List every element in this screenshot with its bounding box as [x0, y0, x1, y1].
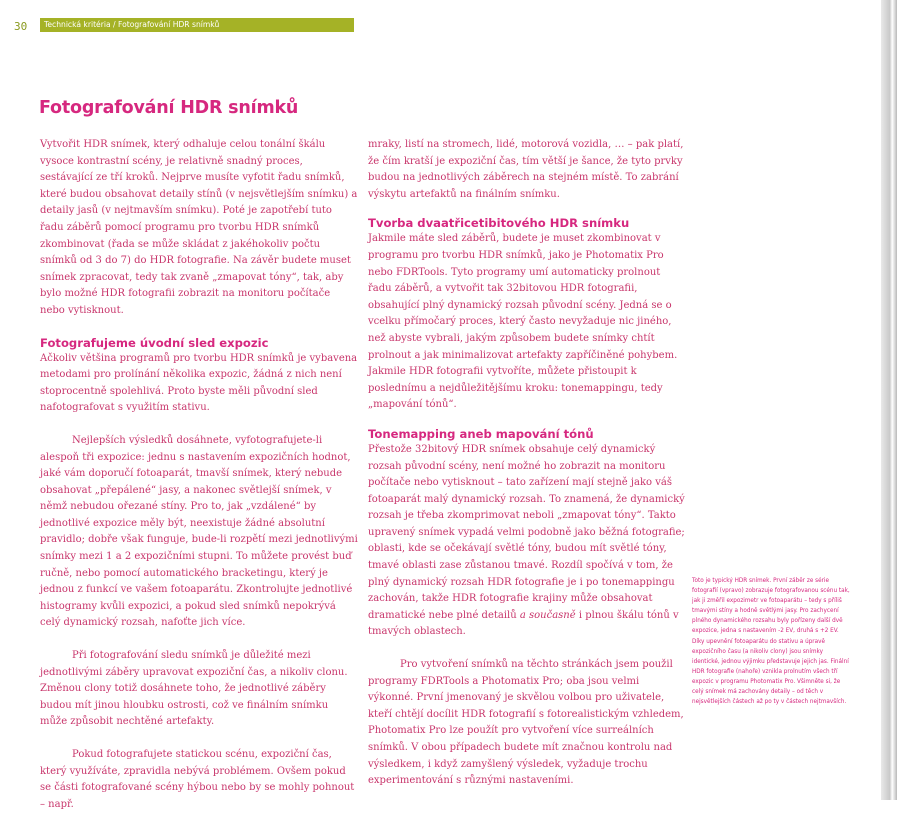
emphasis-text: a současně — [519, 609, 576, 621]
body-paragraph: Jakmile máte sled záběrů, budete je muset zkombinovat v programu pro tvorbu HDR snímků, jako je Photomatix Pro nebo FDRTools. Tyto programy umí automaticky prolnout řadu záběrů, a vytvořit tak 32bitovou HDR fotografii, obsahující plný dynamický rozsah původní scény. Jedná se o vcelku přímočarý proces, který často nevyžaduje nic jiného, než abyste vybrali, jakým způsobem budete snímky chtít prolnout a jak minimalizovat artefakty zapříčiněné pohybem. Jakmile HDR fotografii vytvoříte, můžete přistoupit k poslednímu a nejdůležitějšímu kroku: tonemappingu, tedy „mapování tónů“. — [368, 233, 678, 411]
section-heading-32bit-hdr: Tvorba dvaatřicetibitového HDR snímku — [368, 216, 630, 231]
text-run: Přestože 32bitový HDR snímek obsahuje celý dynamický rozsah původní scény, není možné ho zobrazit na monitoru počítače nebo vytisknout – tato zařízení mají stejně jako váš fotoaparát malý dynamický rozsah. To znamená, že dynamický rozsah je třeba zkomprimovat neboli „zmapovat tóny“. Takto upravený snímek vypadá velmi podobně jako běžná fotografie; oblasti, kde se očekávají světlé tóny, budou mít světlé tóny, tmavé oblasti zase zůstanou tmavé. Rozdíl spočívá v tom, že plný dynamický rozsah HDR fotografie je i po tonemappingu zachován, takže HDR fotografie krajiny může obsahovat dramatické nebe plné detailů — [368, 443, 685, 621]
body-paragraph: Nejlepších výsledků dosáhnete, vyfotografujete-li alespoň tři expozice: jednu s nastavením expozičních hodnot, jaké vám doporučí fotoaparát, tmavší snímek, který nebude obsahovat „přepálené“ jasy, a nakonec světlejší snímek, v němž nebudou ořezané stíny. Pro to, jak „vzdálené“ by jednotlivé expozice měly být, neexistuje žádné absolutní pravidlo; dobře však funguje, bude-li rozpětí mezi jednotlivými snímky mezi 1 a 2 expozičními stupni. To můžete provést buď ručně, nebo pomocí automatického bracketingu, který je jednou z funkcí ve vašem fotoaparátu. Zkontrolujte jednotlivé histogramy kvůli expozici, a pokud sled snímků nepokrývá celý dynamický rozsah, nafoťte jich více. — [40, 434, 358, 629]
body-paragraph — [368, 442, 686, 641]
body-paragraph: Ačkoliv většina programů pro tvorbu HDR snímků je vybavena metodami pro prolínání několika expozic, žádná z nich není stoprocentně spolehlivá. Proto byste měli původní sled nafotografovat s využitím stativu. — [40, 352, 358, 414]
article-title: Fotografování HDR snímků — [39, 98, 299, 118]
section-heading-tonemapping: Tonemapping aneb mapování tónů — [368, 426, 594, 441]
body-paragraph: Při fotografování sledu snímků je důležité mezi jednotlivými záběry upravovat expoziční čas, a nikoliv clonu. Změnou clony totiž dosáhnete toho, že jednotlivé záběry budou mít jinou hloubku ostrosti, což ve finálním snímku může způsobit nechtěné artefakty. — [40, 650, 348, 728]
section-heading-exposures: Fotografujeme úvodní sled expozic — [40, 335, 269, 350]
section-breadcrumb: Technická kritéria / Fotografování HDR snímků — [40, 18, 354, 32]
page-number: 30 — [14, 20, 28, 33]
page-edge-shadow — [881, 0, 897, 800]
body-paragraph: Pro vytvoření snímků na těchto stránkách jsem použil programy FDRTools a Photomatix Pro; oba jsou velmi výkonné. První jmenovaný je skvělou volbou pro uživatele, kteří chtějí docílit HDR fotografií s fotorealistickým vzhledem, Photomatix Pro lze použít pro vytvoření více surreálních snímků. V obou případech budete mít značnou kontrolu nad výsledkem, i když zamyšlený výsledek, vyžaduje trochu experimentování s různými nastaveními. — [368, 659, 684, 787]
image-caption: Toto je typický HDR snímek. První záběr ze série fotografií (vpravo) zobrazuje fotografovanou scénu tak, jak ji změřil expozimetr ve fotoaparátu – tedy s příliš tmavými stíny a hodně světlými jasy. Pro zachycení plného dynamického rozsahu byly pořízeny další dvě expozice, jedna s nastavením -2 EV, druhá s +2 EV. Díky upevnění fotoaparátu do stativu a úpravě expozičního času (a nikoliv clony) jsou snímky identické, jednou výjimku představuje jejich jas. Finální HDR fotografie (nahoře) vznikla prolnutím všech tří expozic v programu Photomatix Pro. Všimněte si, že celý snímek má zachovány detaily – od těch v nejsvětlejších částech až po ty v částech nejtmavších. — [692, 578, 850, 706]
text-run: i plnou škálu tónů v tmavých oblastech. — [368, 609, 679, 638]
text-column-left — [40, 137, 358, 813]
intro-paragraph: Vytvořit HDR snímek, který odhaluje celou tonální škálu vysoce kontrastní scény, je relativně snadný proces, sestávající ze tří kroků. Nejprve musíte vyfotit řadu snímků, které budou obsahovat detaily stínů (v nejsvětlejším snímku) a detaily jasů (v nejtmavším snímku). Poté je zapotřebí tuto řadu záběrů pomocí programu pro tvorbu HDR snímků zkombinovat (řada se může skládat z jakéhokoliv počtu snímků od 3 do 7) do HDR fotografie. Na závěr budete muset snímek zpracovat, tedy tak zvaně „zmapovat tóny“, tak, aby bylo možné HDR fotografii zobrazit na monitoru počítače nebo vytisknout. — [40, 139, 358, 316]
body-paragraph: Pokud fotografujete statickou scénu, expoziční čas, který využíváte, zpravidla nebývá problémem. Ovšem pokud se části fotografované scény hýbou nebo by se mohly pohnout – např. — [40, 749, 355, 810]
text-column-middle — [368, 137, 686, 790]
body-paragraph-continued: mraky, listí na stromech, lidé, motorová vozidla, … – pak platí, že čím kratší je expoziční čas, tím větší je šance, že tyto prvky budou na jednotlivých záběrech na stejném místě. To zabrání výskytu artefaktů na finálním snímku. — [368, 139, 684, 200]
